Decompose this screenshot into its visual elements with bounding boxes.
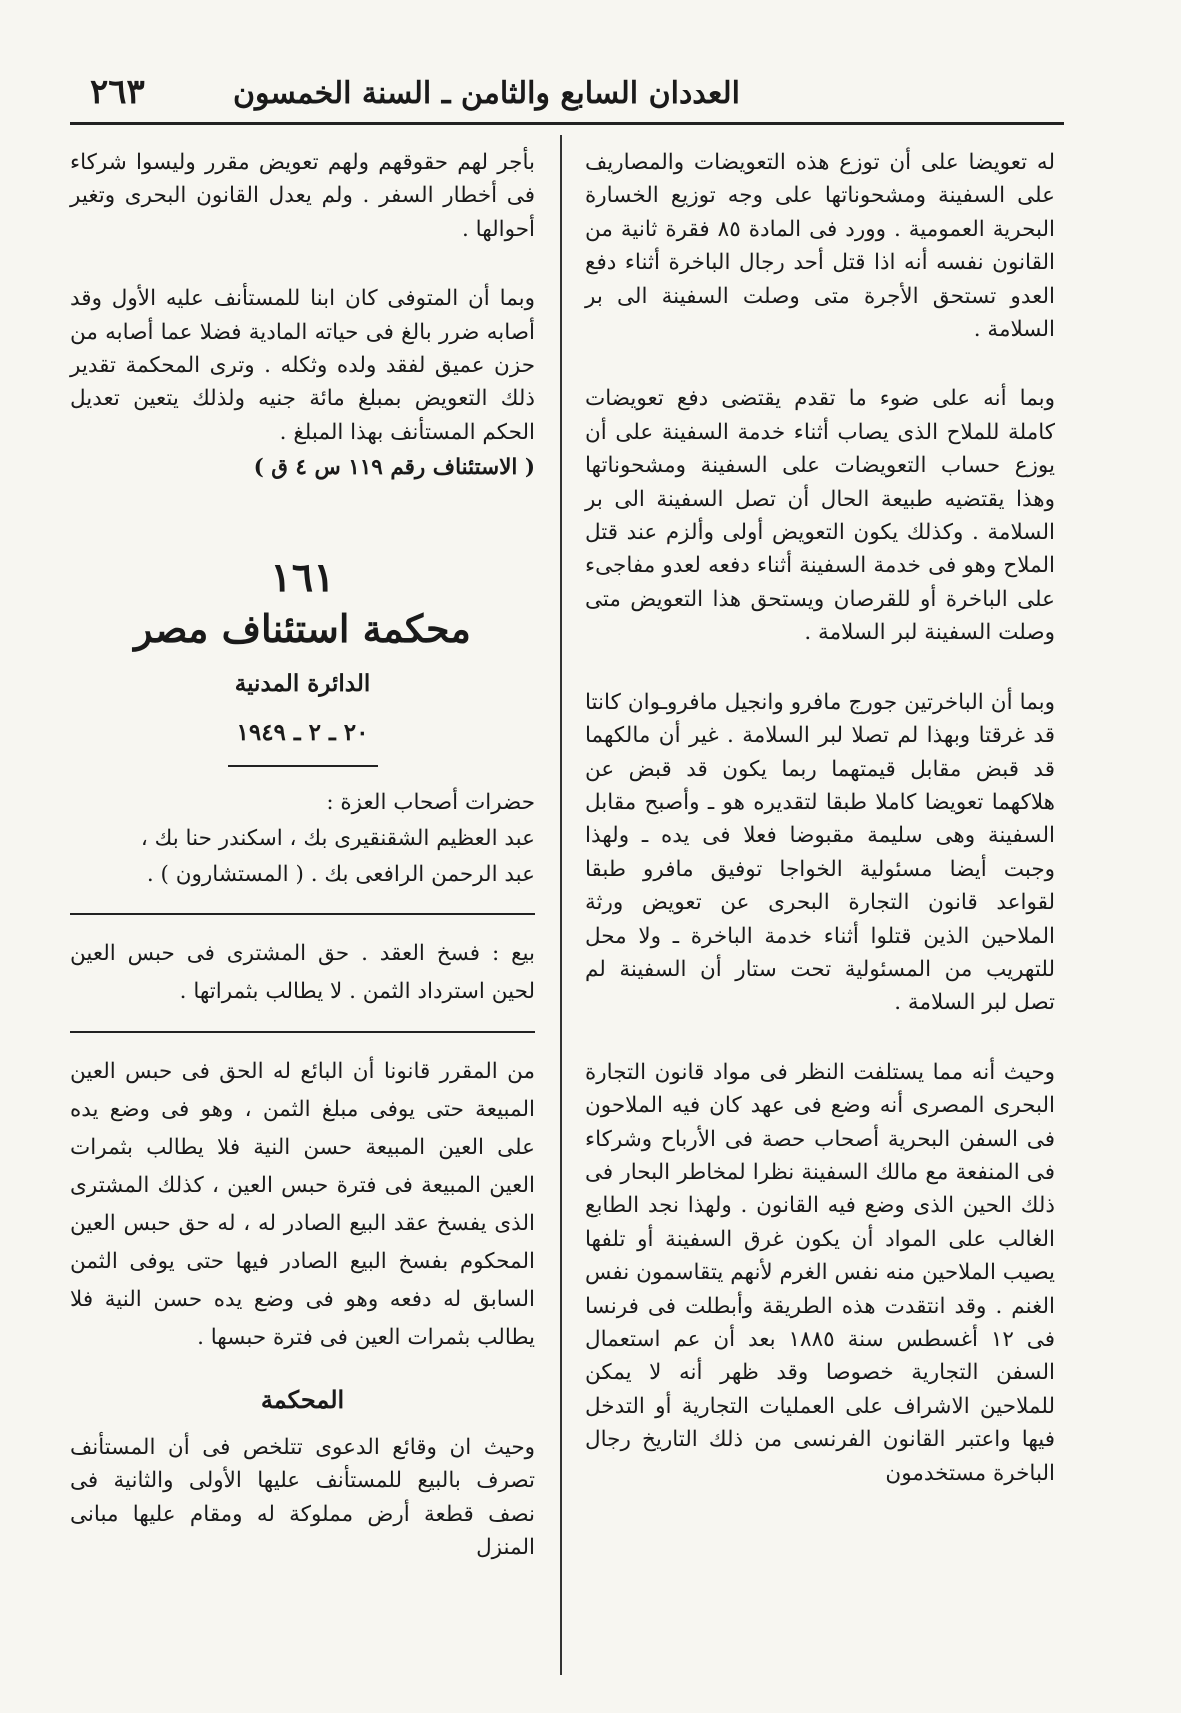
short-rule	[228, 765, 378, 767]
judges-block	[70, 785, 535, 893]
case-number: ١٦١	[270, 553, 335, 601]
body-paragraph: وبما أن الباخرتين جورج مافرو وانجيل مافروـوان كانتا قد غرقتا وبهذا لم تصلا لبر السلامة . غير أن مالكهما قد قبض مقابل قيمتهما ربما يكون قد قبض عن هلاكهما تعويضا كاملا طبقا لتقديره هو ـ وأصبح مقابل السفينة وهى سليمة مقبوضا فعلا فى يده ـ ولهذا وجبت أيضا مسئولية الخواجا توفيق مافرو طبقا لقواعد قانون التجارة البحرى عن تعويض ورثة الملاحين الذين قتلوا أثناء خدمة الباخرة ـ ولا محل للتهريب من المسئولية تحت ستار أن السفينة لم تصل لبر السلامة .	[585, 689, 1055, 1016]
right-column	[585, 146, 1055, 1526]
body-paragraph: وحيث أنه مما يستلفت النظر فى مواد قانون التجارة البحرى المصرى أنه وضع فى عهد كان فيه الملاحون فى السفن البحرية أصحاب حصة فى الأرباح وشركاء فى المنفعة مع مالك السفينة نظرا لمخاطر البحار فى ذلك الحين الذى وضع فيه القانون . ولهذا نجد الطابع الغالب على المواد أن يكون غرق السفينة أو تلفها يصيب الملاحين منه نفس الغرم لأنهم يتقاسمون نفس الغنم . وقد انتقدت هذه الطريقة وأبطلت فى فرنسا فى ١٢ أغسطس سنة ١٨٨٥ بعد أن عم استعمال السفن التجارية خصوصا وقد ظهر أنه لا يمكن للملاحين الاشراف على العمليات التجارية أو التدخل فيها واعتبر القانون الفرنسى من ذلك التاريخ رجال الباخرة مستخدمون	[585, 1059, 1055, 1486]
appeal-citation: ( الاستئناف رقم ١١٩ س ٤ ق )	[253, 455, 535, 481]
section-rule	[70, 1031, 535, 1033]
judges-line: عبد العظيم الشقنقيرى بك ، اسكندر حنا بك ،	[140, 826, 535, 852]
body-paragraph: وبما أن المتوفى كان ابنا للمستأنف عليه الأول وقد أصابه ضرر بالغ فى حياته المادية فضلا عما أصابه من حزن عميق لفقد ولده وثكله . وترى المحكمة تقدير ذلك التعويض بمبلغ مائة جنيه ولذلك يتعين تعديل الحكم المستأنف بهذا المبلغ .	[70, 286, 535, 445]
journal-issue-title: العددان السابع والثامن ـ السنة الخمسون	[232, 76, 740, 111]
page-header	[60, 70, 1060, 120]
decision-date: ٢٠ ـ ٢ ـ ١٩٤٩	[236, 719, 369, 747]
section-heading: المحكمة	[260, 1385, 345, 1415]
body-paragraph: له تعويضا على أن توزع هذه التعويضات والمصاريف على السفينة ومشحوناتها على وجه توزيع الخسارة البحرية العمومية . وورد فى المادة ٨٥ فقرة ثانية من القانون نفسه أنه اذا قتل أحد رجال الباخرة أثناء دفع العدو تستحق الأجرة متى وصلت السفينة الى بر السلامة .	[585, 150, 1055, 343]
left-column	[70, 146, 535, 1565]
body-paragraph: وحيث ان وقائع الدعوى تتلخص فى أن المستأنف تصرف بالبيع للمستأنف عليها الأولى والثانية فى نصف قطعة أرض مملوكة له ومقام عليها مبانى المنزل	[70, 1434, 535, 1561]
column-divider	[560, 135, 562, 1675]
court-name: محكمة استئناف مصر	[134, 605, 471, 651]
case-subject: بيع : فسخ العقد . حق المشترى فى حبس العين لحين استرداد الثمن . لا يطالب بثمراتها .	[70, 941, 535, 1005]
judges-line: عبد الرحمن الرافعى بك . ( المستشارون ) .	[146, 862, 535, 888]
body-paragraph: بأجر لهم حقوقهم ولهم تعويض مقرر وليسوا شركاء فى أخطار السفر . ولم يعدل القانون البحرى وتغير أحوالها .	[70, 150, 535, 242]
judges-intro: حضرات أصحاب العزة :	[326, 790, 535, 816]
body-paragraph: وبما أنه على ضوء ما تقدم يقتضى دفع تعويضات كاملة للملاح الذى يصاب أثناء خدمة السفينة على أن يوزع حساب التعويضات على السفينة ومشحوناتها وهذا يقتضيه طبيعة الحال أن تصل السفينة الى بر السلامة . وكذلك يكون التعويض أولى وألزم عند قتل الملاح وهو فى خدمة السفينة أثناء دفعه لعدو مفاجىء على الباخرة أو للقرصان ويستحق هذا التعويض متى وصلت السفينة لبر السلامة .	[585, 386, 1055, 646]
section-rule	[70, 913, 535, 915]
header-rule	[70, 122, 1064, 125]
legal-holding: من المقرر قانونا أن البائع له الحق فى حبس العين المبيعة حتى يوفى مبلغ الثمن ، وهو فى وضع يده على العين المبيعة حسن النية فلا يطالب بثمرات العين المبيعة فى فترة حبس العين ، كذلك المشترى الذى يفسخ عقد البيع الصادر له ، له حق حبس العين المحكوم بفسخ البيع الصادر فيها حتى يوفى الثمن السابق له دفعه وهو فى وضع يده حسن النية فلا يطالب بثمرات العين فى فترة حبسها .	[70, 1059, 535, 1351]
page-number: ٢٦٣	[90, 72, 145, 112]
court-circuit: الدائرة المدنية	[234, 669, 371, 697]
